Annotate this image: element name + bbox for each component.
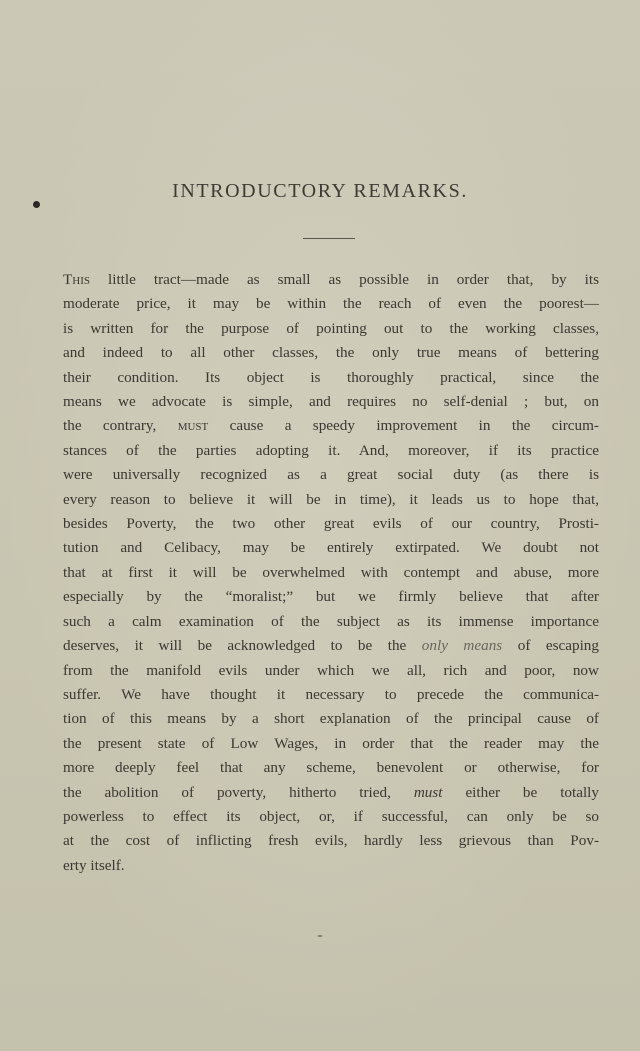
text-line: were universally recognized as a great social duty (as there is [63, 466, 599, 484]
intro-paragraph [63, 268, 599, 878]
title-divider [303, 238, 355, 239]
text-line: suffer. We have thought it necessary to precede the communica- [63, 685, 599, 703]
text-line: tion of this means by a short explanation of the principal cause of [63, 710, 599, 728]
text-line: tution and Celibacy, may be entirely extirpated. We doubt not [63, 539, 599, 557]
page-title: INTRODUCTORY REMARKS. [172, 180, 468, 202]
emphasis-italic: must [413, 783, 443, 801]
text-line: erty itself. [63, 856, 125, 874]
text-line: besides Poverty, the two other great evils of our country, Prosti- [63, 515, 599, 533]
text-line: means we advocate is simple, and requires no self-denial ; but, on [63, 393, 599, 411]
text-line: that at first it will be overwhelmed with contempt and abuse, more [63, 563, 599, 581]
emphasis-smallcaps: must [177, 417, 209, 435]
text-line: more deeply feel that any scheme, benevolent or otherwise, for [63, 759, 599, 777]
text-line: powerless to effect its object, or, if successful, can only be so [63, 807, 599, 825]
text-line: deserves, it will be acknowledged to be the only means of escaping [63, 637, 599, 655]
text-line: the present state of Low Wages, in order that the reader may the [63, 734, 599, 752]
text-line: at the cost of inflicting fresh evils, hardly less grievous than Pov- [63, 832, 599, 850]
text-line: their condition. Its object is thoroughly practical, since the [63, 368, 599, 386]
opening-word: This [63, 271, 91, 288]
text-line: is written for the purpose of pointing out to the working classes, [63, 319, 599, 337]
text-line: and indeed to all other classes, the only true means of bettering [63, 344, 599, 362]
text-line: moderate price, it may be within the reach of even the poorest— [63, 295, 599, 313]
text-line: from the manifold evils under which we all, rich and poor, now [63, 661, 599, 679]
text-line: such a calm examination of the subject as its immense importance [63, 612, 599, 630]
page-mark [318, 935, 322, 937]
emphasis-italic: only means [421, 637, 503, 655]
text-line: especially by the “moralist;” but we firmly believe that after [63, 588, 599, 606]
text-line: This little tract—made as small as possible in order that, by its [63, 271, 599, 288]
text-line: every reason to believe it will be in time), it leads us to hope that, [63, 490, 599, 508]
text-line: the abolition of poverty, hitherto tried, must either be totally [63, 783, 599, 801]
text-line: stances of the parties adopting it. And, moreover, if its practice [63, 441, 599, 459]
text-line: the contrary, must cause a speedy improvement in the circum- [63, 417, 599, 435]
